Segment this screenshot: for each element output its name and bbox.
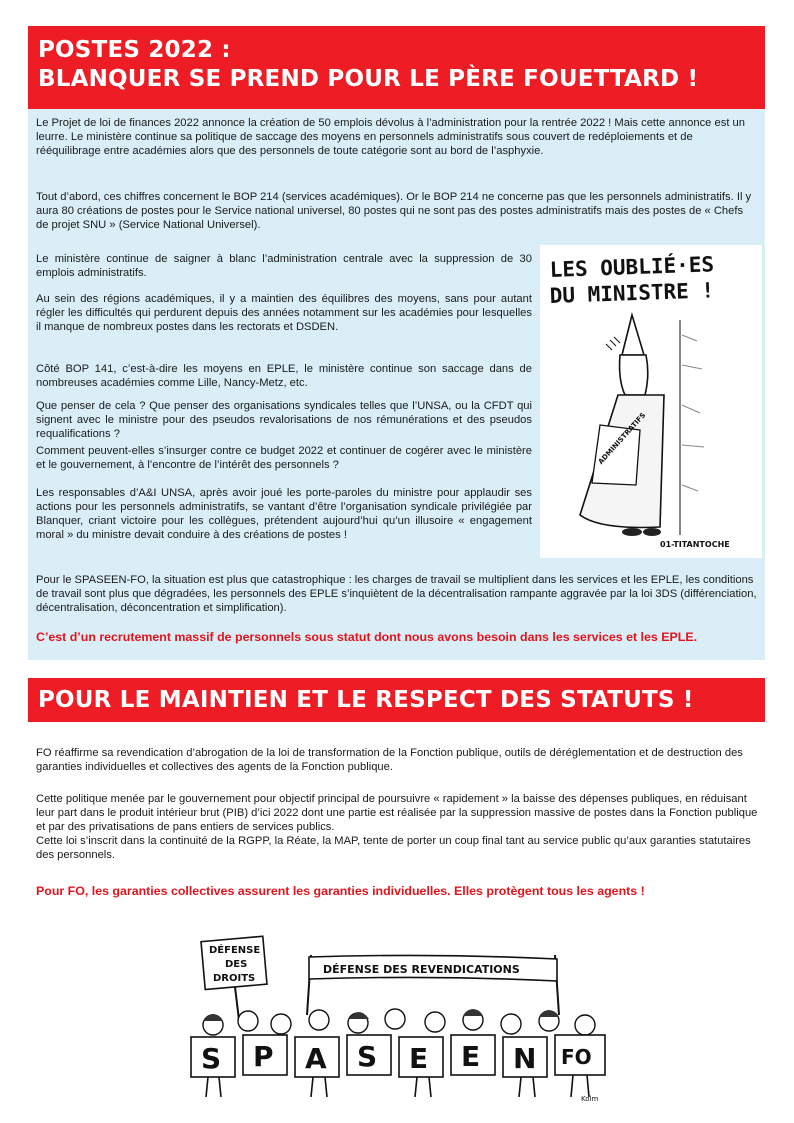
cartoon1-signature: 01-TITANTOCHE xyxy=(660,540,730,549)
section2-conclusion: Pour FO, les garanties collectives assurent les garanties individuelles. Elles protègent tous les agents ! xyxy=(36,884,645,898)
cartoon1-sack-label: ADMINISTRATIFS xyxy=(596,411,648,466)
section1-title-line1: POSTES 2022 : xyxy=(38,37,231,63)
cartoon2-signature: Kolm xyxy=(581,1095,599,1103)
mitre-icon xyxy=(622,315,644,355)
cartoon2-letter-4: S xyxy=(357,1040,378,1073)
cartoon2-sign-left-line1: DÉFENSE xyxy=(209,945,261,956)
section1-title-banner xyxy=(28,26,765,109)
cartoon-forgotten-staff-illustration xyxy=(540,245,762,558)
section1-paragraph-6a: Que penser de cela ? Que penser des organisations syndicales telles que l’UNSA, ou la CFDT qui signent avec le ministre pour des pseudos revalorisations de nos rémunérations et des pseudos requalifications ? xyxy=(36,400,532,440)
cartoon2-sign-left-line3: DROITS xyxy=(213,973,256,984)
section2-paragraph-2a: Cette politique menée par le gouvernement pour objectif principal de poursuivre « rapidement » la baisse des dépenses publiques, en réduisant leur part dans le produit intérieur brut (PIB) d’ici 2022 dont une partie est réalisée par la suppression massive de postes dans la Fonction publique et par des privatisations de pans entiers de services publics. xyxy=(36,793,758,833)
section1-paragraph-6b: Comment peuvent-elles s’insurger contre ce budget 2022 et continuer de cogérer avec le ministère et le gouvernement, à l’encontre de l’intérêt des personnels ? xyxy=(36,445,532,471)
section1-conclusion: C’est d’un recrutement massif de personnels sous statut dont nous avons besoin dans les services et les EPLE. xyxy=(36,630,698,644)
cartoon2-letter-5: E xyxy=(409,1042,429,1075)
cartoon2-letter-2: P xyxy=(253,1040,274,1073)
cartoon2-letter-7: N xyxy=(513,1042,537,1075)
section1-paragraph-7: Les responsables d’A&I UNSA, après avoir joué les porte-paroles du ministre pour applaudir ses actions pour les personnels administratifs, se vantant d’être l’organisation syndicale privilégiée par Blanquer, criant victoire pour les collègues, prétendent aujourd’hui qu’un illusoire « engagement moral » du ministre devait conduire à des créations de postes ! xyxy=(36,487,532,541)
section1-paragraph-5: Côté BOP 141, c’est-à-dire les moyens en EPLE, le ministère continue son saccage dans de nombreuses académies comme Lille, Nancy-Metz, etc. xyxy=(36,363,532,389)
section1-paragraph-4: Au sein des régions académiques, il y a maintien des équilibres des moyens, sans pour autant régler les difficultés qui perdurent depuis des années notamment sur les académies pour lesquelles il manque de nombreux postes dans les rectorats et DSDEN. xyxy=(36,293,532,333)
section2-title-banner xyxy=(28,678,765,722)
cartoon-forgotten-staff xyxy=(540,245,762,558)
section1-paragraph-3: Le ministère continue de saigner à blanc l’administration centrale avec la suppression de 30 emplois administratifs. xyxy=(36,253,532,279)
section2-paragraph-1: FO réaffirme sa revendication d’abrogation de la loi de transformation de la Fonction publique, outils de déréglementation et de destruction des garanties individuelles et collectives des agents de la Fonction publique. xyxy=(36,747,743,773)
cartoon2-letter-1: S xyxy=(201,1042,222,1075)
sack-icon xyxy=(592,425,640,485)
section1-paragraph-2: Tout d’abord, ces chiffres concernent le BOP 214 (services académiques). Or le BOP 214 ne concerne pas que les personnels administratifs. Il y aura 80 créations de postes pour le Service national universel, 80 postes qui ne sont pas des postes administratifs mais des postes de « Chefs de projet SNU » (Service National Universel). xyxy=(36,191,752,231)
cartoon2-sign-left-line2: DES xyxy=(225,959,248,970)
section2-title: POUR LE MAINTIEN ET LE RESPECT DES STATUTS ! xyxy=(38,687,694,713)
cartoon1-caption-line2: DU MINISTRE ! xyxy=(549,278,715,308)
cartoon2-banner-text: DÉFENSE DES REVENDICATIONS xyxy=(323,963,520,976)
section2-paragraph-2b: Cette loi s’inscrit dans la continuité de la RGPP, la Réate, la MAP, tente de porter un coup final tant au service public qu’aux garanties statutaires des personnels. xyxy=(36,835,751,861)
cartoon2-letter-6: E xyxy=(461,1040,481,1073)
section1-paragraph-1: Le Projet de loi de finances 2022 annonce la création de 50 emplois dévolus à l’administration pour la rentrée 2022 ! Mais cette annonce est un leurre. Le ministère continue sa politique de saccage des moyens en personnels administratifs sous couvert de redéploiements et de rééquilibrage entre académies alors que des personnels de toute catégorie sont au bord de l’asphyxie. xyxy=(36,117,745,157)
cartoon-demonstration-illustration xyxy=(173,925,637,1107)
cartoon-demonstration xyxy=(173,925,637,1107)
cartoon1-caption-line1: LES OUBLIÉ·ES xyxy=(549,252,715,282)
section1-title-line2: BLANQUER SE PREND POUR LE PÈRE FOUETTARD ! xyxy=(38,66,699,92)
section1-paragraph-8: Pour le SPASEEN-FO, la situation est plus que catastrophique : les charges de travail se multiplient dans les services et les EPLE, les conditions de travail sont plus que dégradées, les personnels des EPLE s’inquiètent de la décentralisation rampante aggravée par la loi 3DS (différenciation, décentralisation, déconcentration et simplification). xyxy=(36,574,757,614)
cartoon2-letter-3: A xyxy=(305,1042,327,1075)
cartoon2-letter-8: FO xyxy=(561,1045,592,1069)
